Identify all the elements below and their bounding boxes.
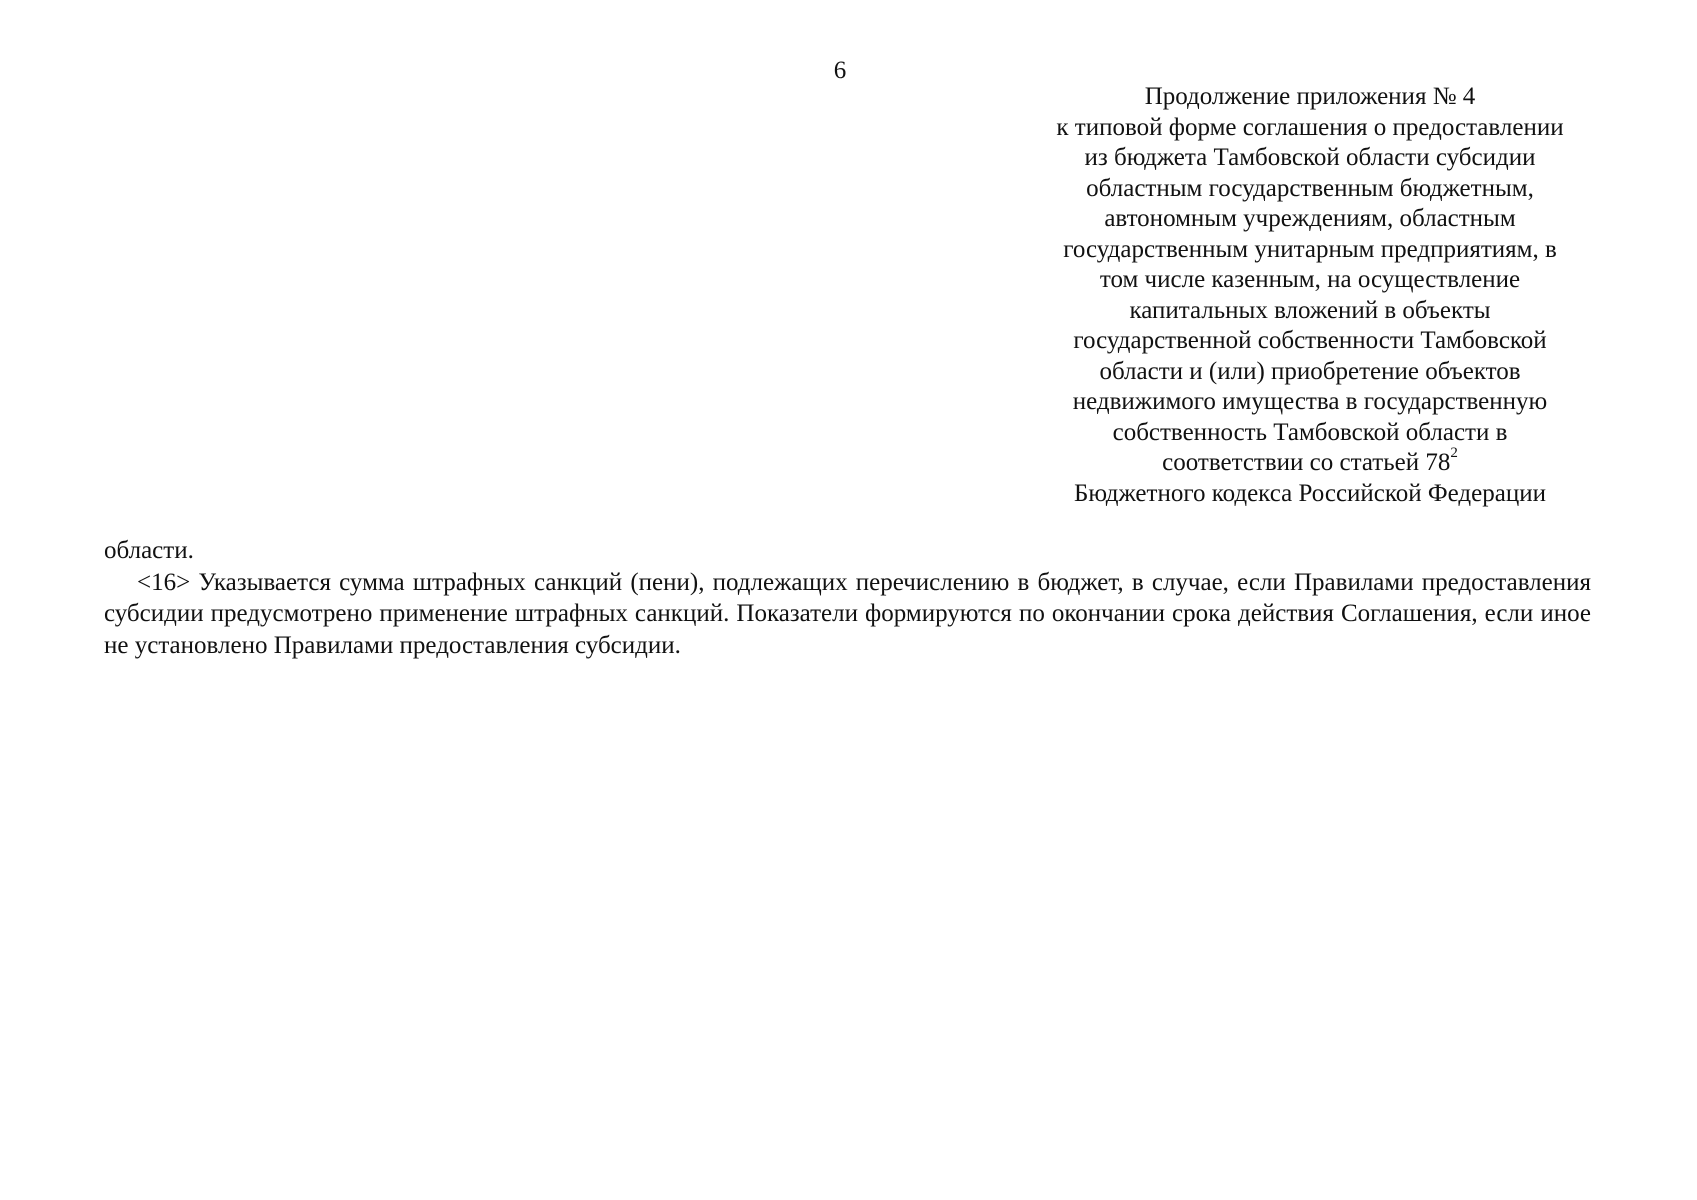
header-line: Продолжение приложения № 4: [1144, 83, 1476, 110]
header-line: том числе казенным, на осуществление: [1099, 266, 1521, 293]
header-line: государственным унитарным предприятиям, в: [1063, 235, 1557, 263]
header-line: к типовой форме соглашения о предоставлении: [1056, 113, 1564, 141]
footnote-16: [104, 567, 1591, 662]
header-line: собственность Тамбовской области в: [1112, 418, 1508, 446]
header-line: автономным учреждениям, областным: [1104, 205, 1516, 232]
header-line: из бюджета Тамбовской области субсидии: [1084, 144, 1536, 171]
header-line: государственной собственности Тамбовской: [1073, 327, 1547, 354]
header-line: областным государственным бюджетным,: [1086, 174, 1534, 202]
appendix-header: [1010, 82, 1610, 509]
page-number: 6: [833, 57, 847, 84]
footnote-marker: <16>: [137, 568, 191, 596]
footnote-text: Указывается сумма штрафных санкций (пени), подлежащих перечислению в бюджет, в случае, если Правилами предоставления субсидии предусмотрено применение штрафных санкций. Показатели формируются по окончании срока действия Соглашения, если иное не установлено Правилами предоставления субсидии.: [104, 568, 1591, 659]
header-line: недвижимого имущества в государственную: [1072, 388, 1548, 415]
continuation-text: области.: [104, 537, 194, 564]
header-article-line: [1010, 444, 1610, 479]
body-text: [104, 535, 1591, 661]
header-line: Бюджетного кодекса Российской Федерации: [1074, 479, 1546, 507]
article-superscript: 2: [1450, 444, 1458, 461]
header-line: капитальных вложений в объекты: [1129, 296, 1491, 324]
article-reference: соответствии со статьей 78: [1162, 449, 1451, 476]
header-line: области и (или) приобретение объектов: [1099, 357, 1521, 385]
